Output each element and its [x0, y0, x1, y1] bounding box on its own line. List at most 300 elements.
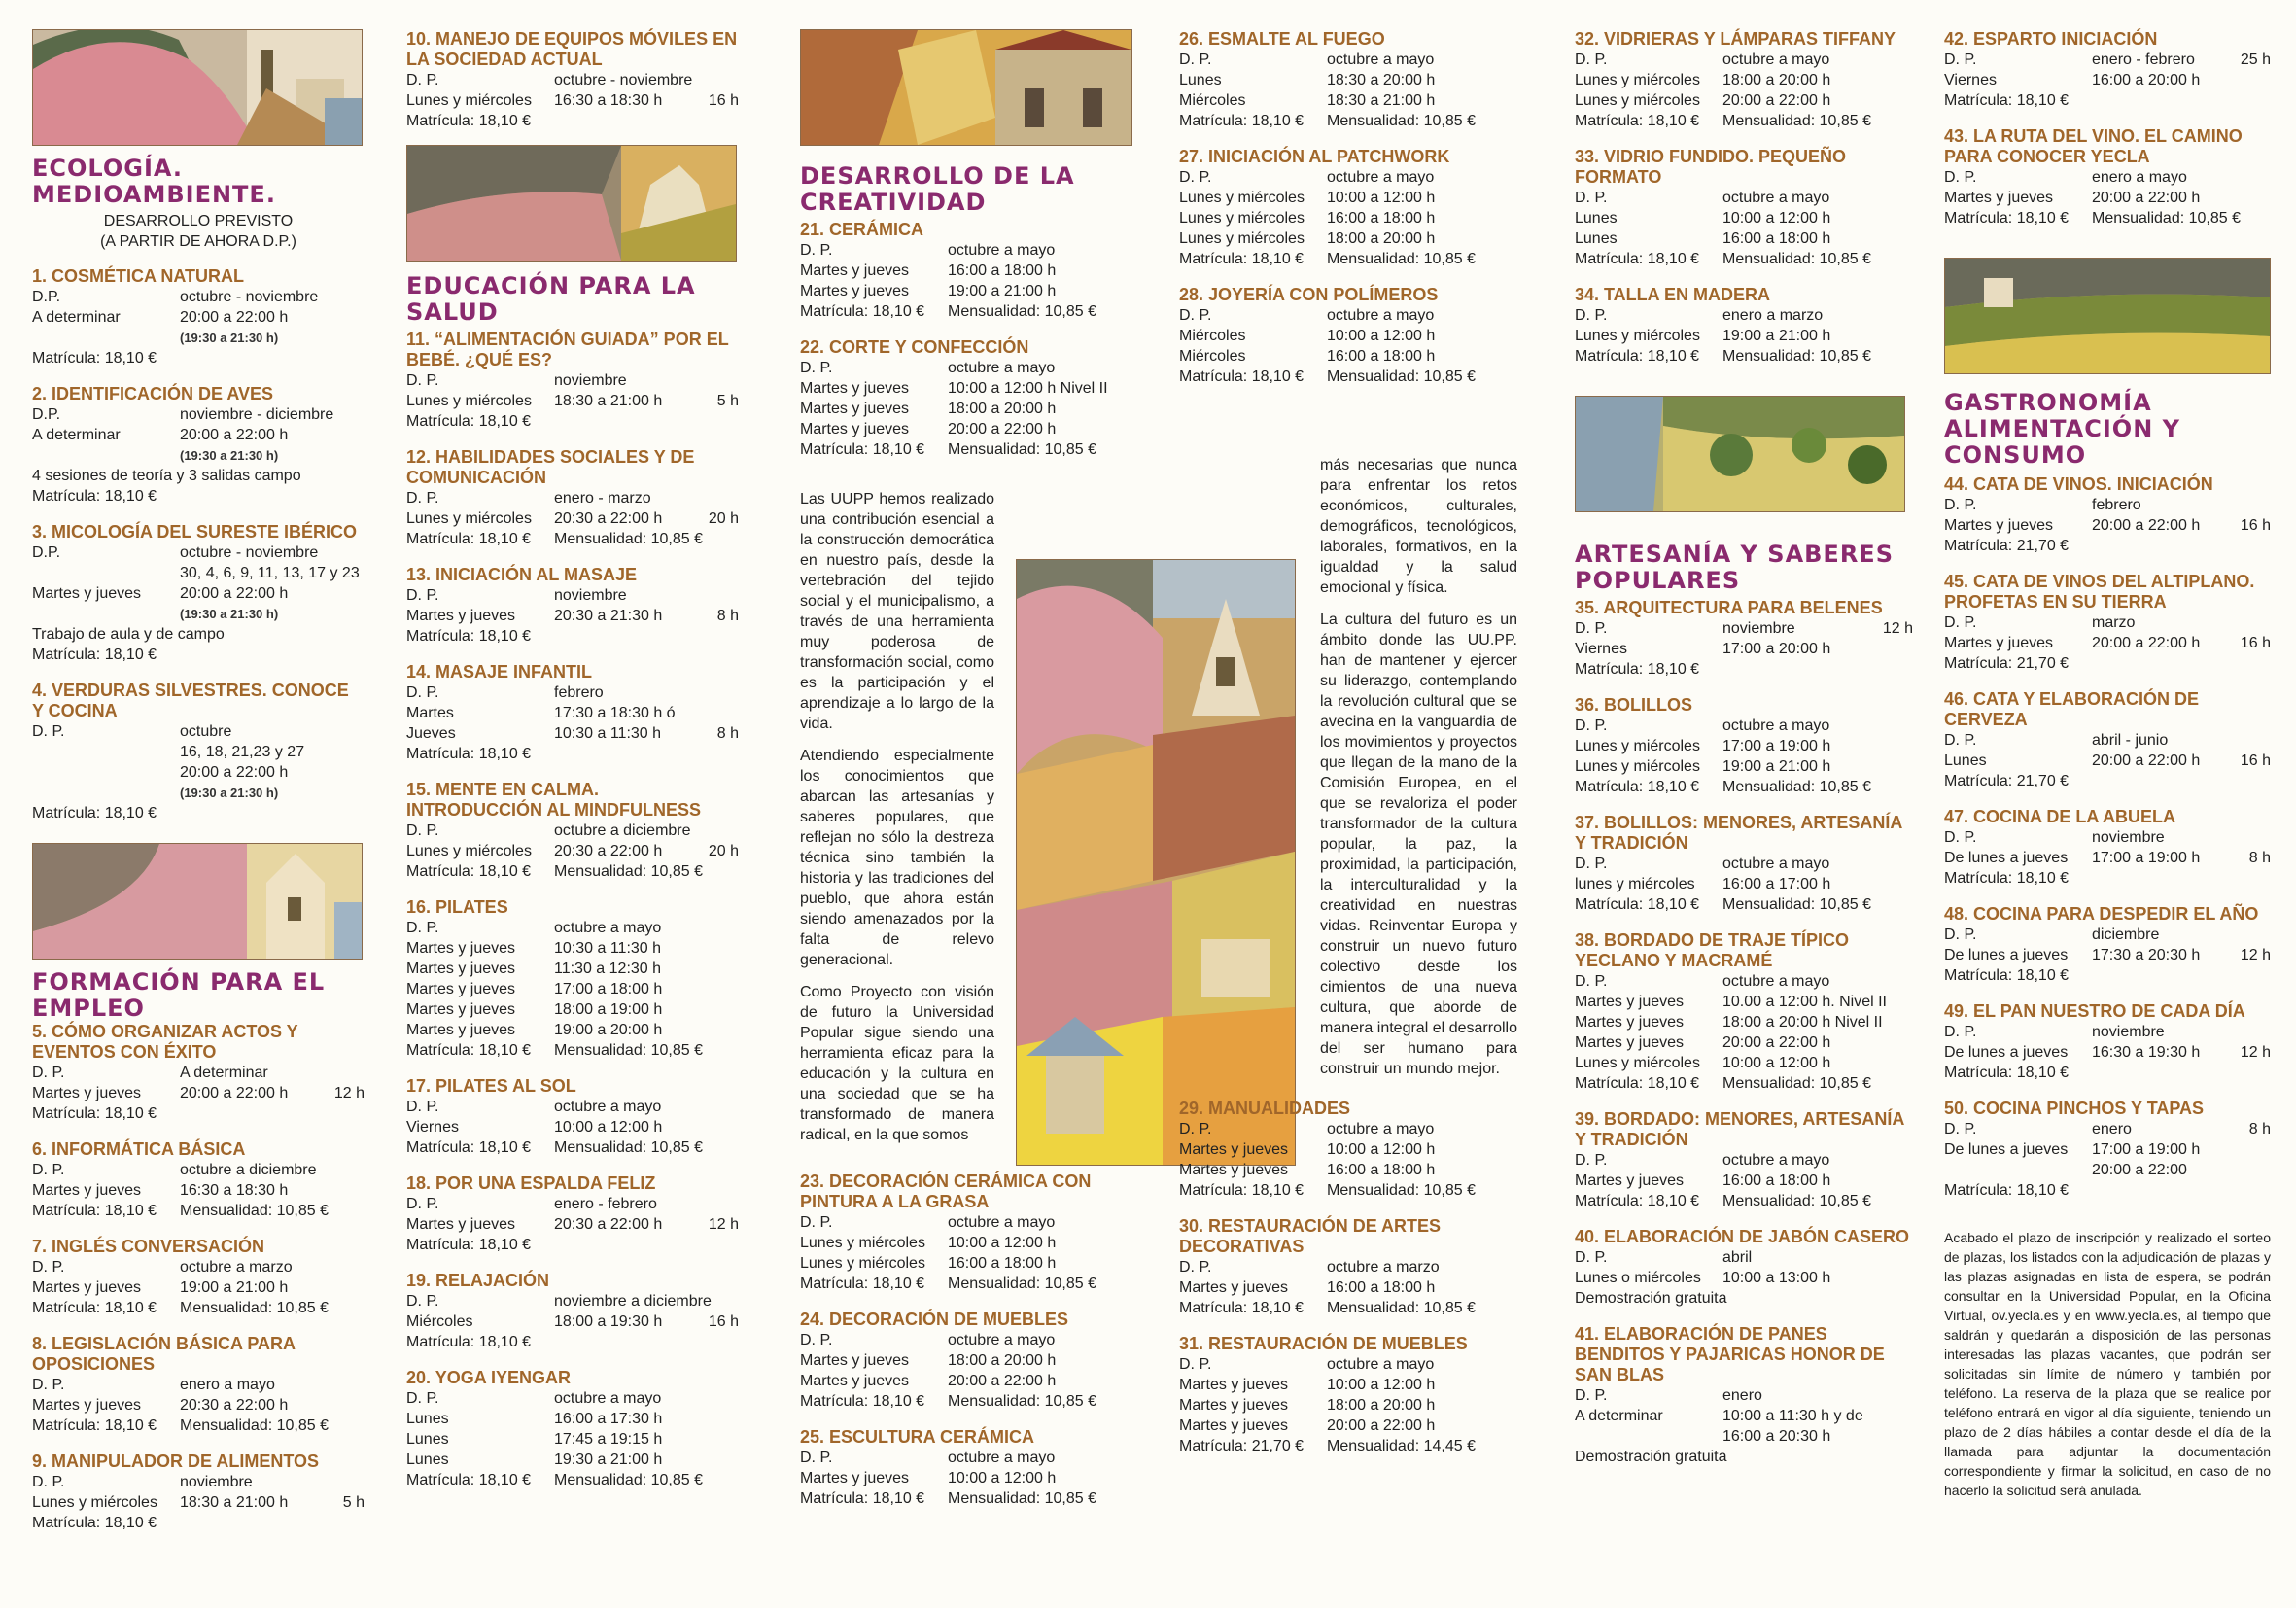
course-row [406, 111, 739, 131]
course-row-value: octubre a mayo [1722, 190, 1830, 206]
course-row-value: 20:00 a 22:00 h [948, 421, 1057, 437]
course-row [1575, 50, 1913, 70]
course-row [800, 439, 1138, 460]
course-row-value: Mensualidad: 10,85 € [948, 303, 1096, 320]
course-row [800, 1448, 1138, 1468]
course-hours: 8 h [716, 608, 739, 624]
course-row-value: 18:00 a 20:00 h [1327, 1397, 1436, 1414]
course-row-value: 19:00 a 21:00 h [948, 283, 1057, 299]
course-row [32, 486, 365, 507]
course-row [1575, 326, 1913, 346]
course-title: 1. COSMÉTICA NATURAL [32, 266, 244, 286]
course-row-label: D. P. [1179, 1356, 1212, 1373]
course-title: 6. INFORMÁTICA BÁSICA [32, 1139, 246, 1159]
course-row [1944, 751, 2271, 771]
course-row [800, 358, 1138, 378]
course-row-value: enero a mayo [180, 1377, 275, 1393]
course-row-value: octubre - noviembre [180, 544, 319, 561]
course-row [1179, 1375, 1517, 1395]
course-row-value: 10:00 a 12:00 h [948, 1470, 1057, 1486]
course-title: 20. YOGA IYENGAR [406, 1368, 572, 1387]
course-row [32, 307, 365, 328]
course-row-value: 19:00 a 20:00 h [554, 1022, 663, 1038]
course-row-label: D. P. [800, 1214, 833, 1231]
intro-paragraph: Como Proyecto con visión de futuro la Universidad Popular sigue siendo una herramienta eficaz para la educación y la cultura en una sociedad que se ha transformado de manera radical, en la que somos [800, 984, 994, 1143]
course-row [1944, 633, 2271, 653]
course-row [1179, 228, 1517, 249]
course-title: 9. MANIPULADOR DE ALIMENTOS [32, 1451, 320, 1471]
course-row-value [554, 744, 739, 764]
course-title: 30. RESTAURACIÓN DE ARTES DECORATIVAS [1179, 1216, 1442, 1256]
course-row [406, 391, 739, 411]
course-row-label: A determinar [32, 309, 121, 326]
course-row [406, 703, 739, 723]
course-row-value: Mensualidad: 10,85 € [1722, 896, 1871, 913]
course-hours: 25 h [2240, 52, 2271, 68]
course-row-value: 16:00 a 20:00 h [2092, 72, 2201, 88]
course-row-value: febrero [2092, 497, 2141, 513]
course-row [1575, 249, 1913, 269]
course-row [32, 563, 365, 583]
course-row [1944, 1042, 2271, 1063]
course-row-label: Viernes [1944, 72, 1997, 88]
course-row-value: Mensualidad: 10,85 € [554, 1042, 703, 1059]
course-row-value: 17:00 a 19:00 h [2092, 1141, 2201, 1158]
course-row-value: Mensualidad: 10,85 € [554, 863, 703, 880]
course-row-label: D. P. [32, 1377, 65, 1393]
course-row-value [180, 645, 365, 665]
course-row [1575, 874, 1913, 894]
course-row [1179, 1119, 1517, 1139]
course-row-label: Matrícula: 18,10 € [32, 1515, 157, 1531]
course-row [1179, 305, 1517, 326]
course-row-label: Lunes [406, 1451, 449, 1468]
course-row [32, 1277, 365, 1298]
course-row-value: 18:00 a 19:30 h [554, 1313, 663, 1330]
course-row-label: Matrícula: 21,70 € [1944, 538, 2070, 554]
course-row-value: Mensualidad: 10,85 € [948, 1393, 1096, 1410]
course-row-label: Matrícula: 18,10 € [1575, 779, 1700, 795]
course-row-value: 10:00 a 12:00 h [1722, 210, 1831, 227]
course-row [1944, 495, 2271, 515]
course-row [1944, 925, 2271, 945]
course-row [406, 1429, 739, 1450]
course-row-label: Martes y jueves [406, 1216, 516, 1233]
course-row-value: 10:00 a 12:00 h [1327, 1141, 1436, 1158]
course-row-value: Mensualidad: 10,85 € [2092, 210, 2241, 227]
course-row-value: 20:30 a 22:00 h [180, 1397, 289, 1414]
course-row [406, 1040, 739, 1061]
course-row [800, 1212, 1138, 1233]
course-row-label: Lunes y miércoles [406, 393, 532, 409]
course-row-value: noviembre [554, 372, 627, 389]
course-row-label: D. P. [406, 490, 439, 507]
course-row [1179, 1257, 1517, 1277]
course-row [1944, 771, 2271, 791]
course-row [32, 1492, 365, 1513]
course-hours: 12 h [708, 1216, 739, 1233]
course-row-label: Lunes y miércoles [1575, 1055, 1700, 1071]
course-row-value: 20:00 a 22:00 h [1327, 1417, 1436, 1434]
course-row [406, 1450, 739, 1470]
course-row-value: 16:00 a 18:00 h [1722, 1172, 1831, 1189]
course-row [1575, 971, 1913, 992]
intro-paragraph: La cultura del futuro es un ámbito donde las UU.PP. han de mantener y ejercer su liderazgo, contemplando la revolución cultural que se avecina en la vanguardia de los movimientos y proyectos que llegan de la mano de la Comisión Europea, en el que se revaloriza el poder transformador de la cultura popular, la paz, la proximidad, la participación, la interculturalidad y la creatividad en nuestras vidas. Reinventar Europa y construir un nuevo futuro colectivo desde los cimientos de una nueva cultura, que aborde de manera integral el desarrollo del ser humano para construir un mundo mejor. [1320, 612, 1517, 1077]
course-row-label: D. P. [1944, 497, 1977, 513]
course-title: 27. INICIACIÓN AL PATCHWORK [1179, 147, 1450, 166]
course-row-label: Martes y jueves [406, 1001, 516, 1018]
course-row-value: octubre a mayo [1327, 169, 1435, 186]
course-row-label: A determinar [32, 427, 121, 443]
course-row [1179, 249, 1517, 269]
course-row [1575, 716, 1913, 736]
course-row-value [180, 1513, 365, 1533]
course-note: 4 sesiones de teoría y 3 salidas campo [32, 468, 301, 484]
course-row-label: Lunes y miércoles [406, 843, 532, 859]
column-1 [32, 29, 365, 1533]
course-row [32, 1513, 365, 1533]
course-row-value: (19:30 a 21:30 h) [180, 786, 279, 800]
course-row-label: Matrícula: 18,10 € [406, 1042, 532, 1059]
course-row-value: enero - febrero [2092, 52, 2195, 68]
course-row-label: Matrícula: 18,10 € [32, 805, 157, 821]
course-title: 15. MENTE EN CALMA. INTRODUCCIÓN AL MINDFULNESS [406, 780, 701, 820]
course-row [32, 645, 365, 665]
course-row-value: 19:00 a 21:00 h [1722, 758, 1831, 775]
course-row-value: Mensualidad: 10,85 € [180, 1417, 329, 1434]
course-row-label: Matrícula: 18,10 € [1944, 1182, 2070, 1199]
course-row-label: Matrícula: 18,10 € [406, 1237, 532, 1253]
course-row-label: Martes y jueves [1944, 517, 2054, 534]
course-row-value: 16:00 a 18:00 h [948, 262, 1057, 279]
course-row [1575, 777, 1913, 797]
section-subtitle: (A PARTIR DE AHORA D.P.) [100, 233, 296, 250]
course-row [32, 1395, 365, 1416]
course-row-label: Matrícula: 18,10 € [1944, 870, 2070, 887]
course-row-value: octubre a diciembre [554, 822, 691, 839]
course-row-value: enero a marzo [1722, 307, 1824, 324]
course-hours: 8 h [716, 725, 739, 742]
course-title: 39. BORDADO: MENORES, ARTESANÍA Y TRADICIÓN [1575, 1109, 1904, 1149]
course-row [800, 1391, 1138, 1412]
course-row-label: D. P. [1575, 856, 1608, 872]
course-row-label: Matrícula: 18,10 € [1575, 251, 1700, 267]
course-row-label: lunes y miércoles [1575, 876, 1695, 892]
course-row [1944, 50, 2271, 70]
course-row-label: D. P. [32, 1259, 65, 1276]
course-row [1944, 70, 2271, 90]
course-row-label: Martes y jueves [1179, 1417, 1289, 1434]
course-row-value: 20:00 a 22:00 h [180, 427, 289, 443]
course-row-label: Lunes [1179, 72, 1222, 88]
painting-fields-image [1944, 258, 2271, 374]
course-list [406, 330, 739, 1490]
course-row-value: enero [1722, 1387, 1762, 1404]
course-row-value: noviembre a diciembre [554, 1293, 712, 1310]
column-4 [1179, 29, 1517, 1456]
course-row-label: De lunes a jueves [1944, 947, 2069, 963]
course-row-label: Matrícula: 18,10 € [406, 1334, 532, 1350]
course-title: 49. EL PAN NUESTRO DE CADA DÍA [1944, 1001, 2245, 1021]
course-row-label: Martes y jueves [1179, 1162, 1289, 1178]
course-hours: 12 h [2240, 947, 2271, 963]
course-row-value: enero [2092, 1121, 2132, 1137]
course-row-label: Martes y jueves [1179, 1377, 1289, 1393]
course-row [406, 585, 739, 606]
course-row-label: Lunes y miércoles [1575, 758, 1700, 775]
course-row [406, 1117, 739, 1137]
course-row [32, 348, 365, 368]
intro-paragraph: Las UUPP hemos realizado una contribución esencial a la construcción democrática en nuestro país, desde la vertebración del tejido social y el municipalismo, a través de una herramienta muy poderosa de transformación social, como es la participación y el aprendizaje a lo largo de la vida. [800, 491, 994, 732]
course-row-label [32, 604, 180, 624]
course-row [1179, 1416, 1517, 1436]
course-title: 31. RESTAURACIÓN DE MUEBLES [1179, 1334, 1468, 1353]
course-row-label: D. P. [1944, 1024, 1977, 1040]
course-row-value: diciembre [2092, 926, 2160, 943]
course-list [1575, 29, 1913, 367]
course-row [32, 604, 365, 624]
course-title: 13. INICIACIÓN AL MASAJE [406, 565, 638, 584]
course-row-label: Matrícula: 18,10 € [406, 1472, 532, 1488]
course-row-value: 18:00 a 20:00 h Nivel II [1722, 1014, 1883, 1031]
course-row [406, 626, 739, 647]
course-row-value: 11:30 a 12:30 h [554, 961, 662, 977]
course-row-value: 18:30 a 21:00 h [554, 393, 663, 409]
course-title: 36. BOLILLOS [1575, 695, 1693, 715]
course-list [1944, 29, 2271, 228]
course-row-value: Mensualidad: 10,85 € [554, 1139, 703, 1156]
course-list [32, 266, 365, 823]
course-row-label: D. P. [1179, 52, 1212, 68]
course-row [1575, 894, 1913, 915]
course-row [406, 1194, 739, 1214]
course-row-value: 10:00 a 12:00 h [948, 1235, 1057, 1251]
course-row-label: Viernes [1575, 641, 1627, 657]
course-row-label: Lunes y miércoles [800, 1255, 925, 1272]
course-row [32, 1103, 365, 1124]
course-list [32, 1022, 365, 1533]
course-row [406, 744, 739, 764]
course-row [1944, 515, 2271, 536]
course-row-value: 16:00 a 18:00 h [1327, 1162, 1436, 1178]
course-row [32, 1416, 365, 1436]
course-row-label [32, 563, 180, 583]
course-row-label: Lunes y miércoles [1575, 92, 1700, 109]
course-row-label: Matrícula: 18,10 € [32, 647, 157, 663]
course-row-value: octubre a mayo [554, 920, 662, 936]
course-hours: 12 h [1882, 620, 1913, 637]
course-row-value: 20:00 a 22:00 h [2092, 517, 2201, 534]
course-row-value: octubre a mayo [948, 242, 1056, 259]
course-title: 44. CATA DE VINOS. INICIACIÓN [1944, 474, 2213, 494]
course-row-label: D. P. [406, 1099, 439, 1115]
course-row-value: Mensualidad: 10,85 € [1722, 348, 1871, 365]
course-row-label: Matrícula: 18,10 € [406, 746, 532, 762]
course-row-value: octubre a marzo [1327, 1259, 1440, 1276]
course-row [32, 1375, 365, 1395]
course-row [800, 301, 1138, 322]
course-title: 43. LA RUTA DEL VINO. EL CAMINO PARA CONOCER YECLA [1944, 126, 2243, 166]
course-row-label: Martes y jueves [406, 961, 516, 977]
course-row-label: D. P. [406, 72, 439, 88]
course-row [32, 1083, 365, 1103]
course-row-label: Martes y jueves [800, 421, 910, 437]
course-row-label: D.P. [32, 406, 61, 423]
course-row-label: Lunes y miércoles [1575, 738, 1700, 754]
course-row [1575, 1012, 1913, 1032]
course-row [406, 1214, 739, 1235]
course-row-value: enero a mayo [2092, 169, 2187, 186]
course-row-value: 18:00 a 20:00 h [948, 401, 1057, 417]
course-row-value: octubre a mayo [1327, 52, 1435, 68]
course-row-label: Viernes [406, 1119, 459, 1136]
course-row-label: D. P. [406, 822, 439, 839]
course-title: 32. VIDRIERAS Y LÁMPARAS TIFFANY [1575, 29, 1896, 49]
course-row-label: Lunes y miércoles [800, 1235, 925, 1251]
course-row-label: Martes y jueves [800, 283, 910, 299]
course-row [406, 488, 739, 508]
course-row [800, 1274, 1138, 1294]
course-row-label: D. P. [406, 1390, 439, 1407]
course-row-value [2092, 1180, 2271, 1201]
course-row-value: 20:00 a 22:00 h [180, 309, 289, 326]
course-title: 21. CERÁMICA [800, 220, 924, 239]
course-row-label: Matrícula: 18,10 € [1179, 113, 1305, 129]
course-row-value: octubre - noviembre [180, 289, 319, 305]
course-row [1575, 111, 1913, 131]
course-row-label: A determinar [1575, 1408, 1663, 1424]
course-row-value: 16:00 a 20:30 h [1722, 1428, 1831, 1445]
course-row-label: D. P. [1575, 1152, 1608, 1169]
course-row [1575, 618, 1913, 639]
course-row-value: Mensualidad: 10,85 € [1722, 251, 1871, 267]
course-row-label: Matrícula: 18,10 € [406, 113, 532, 129]
course-row-label: Lunes y miércoles [1575, 72, 1700, 88]
course-title: 14. MASAJE INFANTIL [406, 662, 593, 682]
course-row [32, 803, 365, 823]
course-row-label [1944, 1160, 2092, 1180]
course-row-value: enero - febrero [554, 1196, 657, 1212]
course-row-label: Martes y jueves [1575, 1034, 1685, 1051]
course-hours: 8 h [2248, 1121, 2271, 1137]
course-row [1575, 756, 1913, 777]
course-hours: 20 h [708, 510, 739, 527]
painting-village-image [406, 145, 737, 262]
course-row [406, 1020, 739, 1040]
section-title-formacion: FORMACIÓN PARA EL EMPLEO [32, 968, 326, 1022]
course-row [32, 783, 365, 803]
course-row [32, 445, 365, 466]
course-row [406, 938, 739, 959]
course-row-label: Lunes y miércoles [406, 92, 532, 109]
course-row [406, 1137, 739, 1158]
course-row-value: Mensualidad: 10,85 € [1722, 113, 1871, 129]
course-row-label: Matrícula: 18,10 € [1944, 967, 2070, 984]
course-row [1944, 208, 2271, 228]
course-row [1575, 1171, 1913, 1191]
section-title-salud: EDUCACIÓN PARA LA SALUD [406, 272, 696, 326]
course-row-label: D. P. [1575, 717, 1608, 734]
course-row [1575, 854, 1913, 874]
course-title: 28. JOYERÍA CON POLÍMEROS [1179, 285, 1439, 304]
course-title: 50. COCINA PINCHOS Y TAPAS [1944, 1099, 2205, 1118]
course-row [32, 721, 365, 742]
course-row [406, 841, 739, 861]
course-row-label: Martes y jueves [32, 585, 142, 602]
course-row-label: Matrícula: 21,70 € [1944, 773, 2070, 789]
course-title: 7. INGLÉS CONVERSACIÓN [32, 1237, 265, 1256]
course-row-label: D. P. [1575, 1387, 1608, 1404]
course-row-value: 17:00 a 19:00 h [2092, 850, 2201, 866]
course-title: 45. CATA DE VINOS DEL ALTIPLANO. PROFETAS EN SU TIERRA [1944, 572, 2255, 612]
course-row [1179, 90, 1517, 111]
course-row-label: Martes y jueves [1179, 1141, 1289, 1158]
course-row-value: octubre a diciembre [180, 1162, 317, 1178]
course-row-label: D. P. [1944, 829, 1977, 846]
course-row-value [2092, 90, 2271, 111]
course-row-value: Mensualidad: 10,85 € [1722, 1193, 1871, 1209]
course-row-label: Matrícula: 18,10 € [32, 1203, 157, 1219]
course-row-value: octubre a mayo [554, 1390, 662, 1407]
course-row-value: febrero [554, 684, 604, 701]
course-hours: 12 h [333, 1085, 365, 1101]
course-row [1575, 90, 1913, 111]
course-row-value: noviembre - diciembre [180, 406, 334, 423]
course-row [800, 1468, 1138, 1488]
course-row-value: (19:30 a 21:30 h) [180, 607, 279, 621]
course-row-value [554, 111, 739, 131]
course-row [406, 999, 739, 1020]
course-row-value: Mensualidad: 10,85 € [1327, 1300, 1476, 1316]
course-row-value: 30, 4, 6, 9, 11, 13, 17 y 23 [180, 565, 360, 581]
course-row-label: Matrícula: 18,10 € [406, 863, 532, 880]
course-row-label: Matrícula: 18,10 € [406, 413, 532, 430]
course-row-value: octubre a mayo [948, 1332, 1056, 1348]
painting-trees-image [1575, 396, 1905, 512]
course-row [406, 606, 739, 626]
course-row [406, 861, 739, 882]
course-row [32, 742, 365, 762]
course-row [1575, 1268, 1913, 1288]
course-row-value: 20:00 a 22:00 h [1722, 92, 1831, 109]
course-row-label: D. P. [1575, 190, 1608, 206]
course-row [1944, 1160, 2271, 1180]
course-row-value: 20:30 a 22:00 h [554, 510, 663, 527]
course-row-value: octubre - noviembre [554, 72, 693, 88]
course-row-value: 10:00 a 12:00 h [1722, 1055, 1831, 1071]
course-row-value: 10:00 a 12:00 h [1327, 328, 1436, 344]
course-row [406, 821, 739, 841]
painting-houses-image [800, 29, 1132, 146]
course-row-label: D. P. [1179, 307, 1212, 324]
course-row-value: (19:30 a 21:30 h) [180, 331, 279, 345]
course-row-value: 20:30 a 21:30 h [554, 608, 663, 624]
course-row-value [2092, 868, 2271, 889]
course-row [1944, 612, 2271, 633]
course-row [32, 1180, 365, 1201]
course-row [1575, 1247, 1913, 1268]
course-row [406, 1235, 739, 1255]
intro-text-left [800, 489, 994, 1145]
course-row-label: Matrícula: 18,10 € [406, 1139, 532, 1156]
course-title: 23. DECORACIÓN CERÁMICA CON PINTURA A LA GRASA [800, 1171, 1092, 1211]
course-hours: 16 h [708, 92, 739, 109]
course-row-value [180, 486, 365, 507]
course-row [1575, 1426, 1913, 1447]
course-row-label: Martes y jueves [32, 1279, 142, 1296]
course-row-value: 17:30 a 20:30 h [2092, 947, 2201, 963]
course-row-label: D. P. [32, 1065, 65, 1081]
